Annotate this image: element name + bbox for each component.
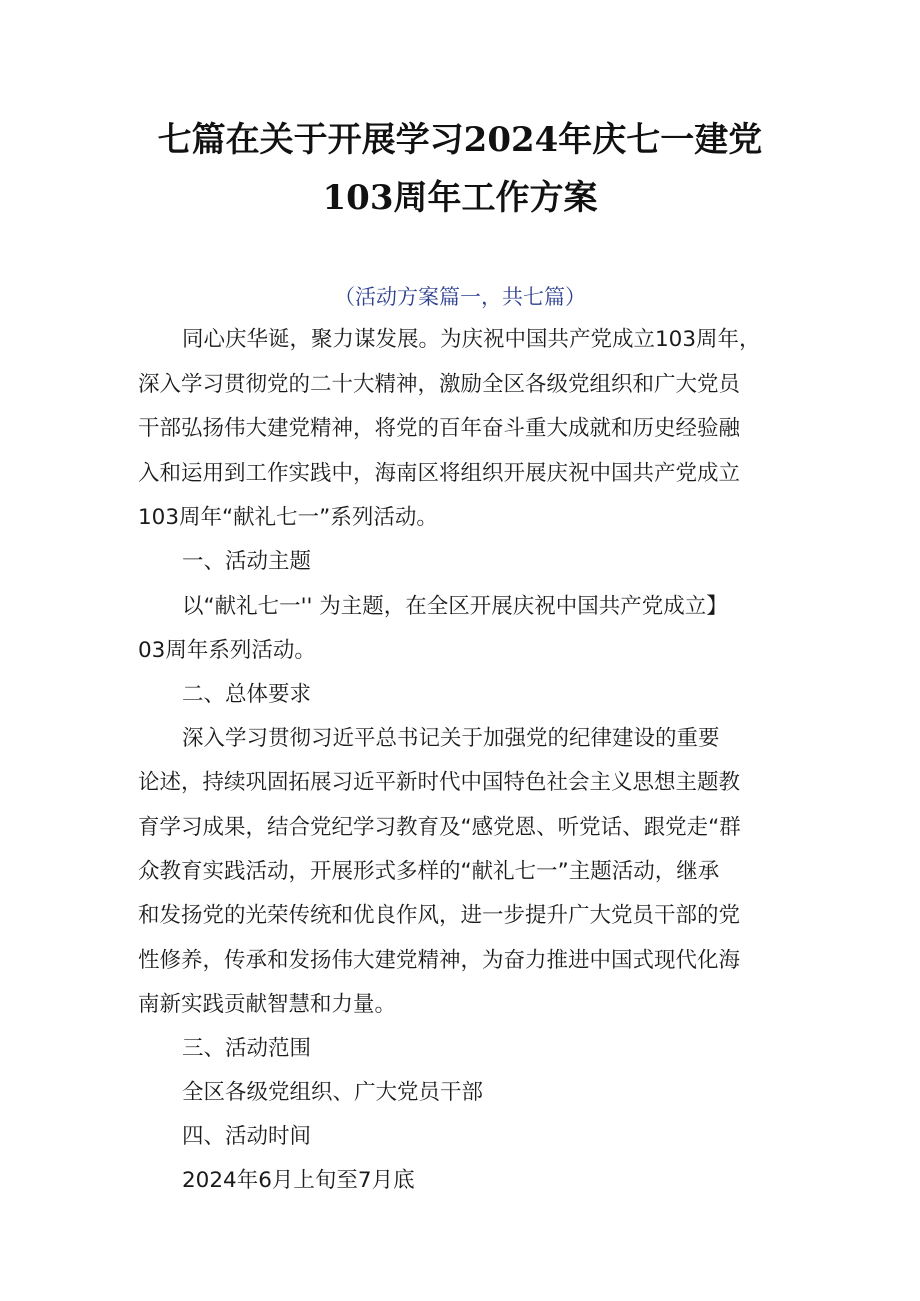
paragraph-line: 深入学习贯彻习近平总书记关于加强党的纪律建设的重要 (182, 726, 720, 751)
paragraph-line: 干部弘扬伟大建党精神，将党的百年奋斗重大成就和历史经验融 (138, 416, 741, 441)
paragraph-line: 入和运用到工作实践中，海南区将组织开展庆祝中国共产党成立 (138, 461, 741, 486)
section-heading: 一、活动主题 (182, 549, 312, 574)
document-title-line-2: 103周年工作方案 (322, 178, 598, 218)
paragraph-line: 论述，持续巩固拓展习近平新时代中国特色社会主义思想主题教 (138, 770, 741, 795)
document-subtitle: （活动方案篇一，共七篇） (334, 285, 586, 309)
paragraph-line: 以“献礼七一'' 为主题，在全区开展庆祝中国共产党成立】 (182, 594, 728, 619)
paragraph-line: 03周年系列活动。 (138, 638, 316, 663)
paragraph-line: 众教育实践活动，开展形式多样的“献礼七一”主题活动，继承 (138, 859, 720, 884)
paragraph-line: 南新实践贡献智慧和力量。 (138, 992, 397, 1017)
paragraph-line: 深入学习贯彻党的二十大精神，激励全区各级党组织和广大党员 (138, 372, 741, 397)
paragraph-line: 性修养，传承和发扬伟大建党精神，为奋力推进中国式现代化海 (138, 948, 741, 973)
section-heading: 二、总体要求 (182, 682, 312, 707)
paragraph-line: 育学习成果，结合党纪学习教育及“感党恩、听党话、跟党走“群 (138, 815, 741, 840)
paragraph-line: 同心庆华诞，聚力谋发展。为庆祝中国共产党成立103周年， (182, 327, 761, 352)
section-heading: 四、活动时间 (182, 1124, 312, 1149)
document-title-line-1: 七篇在关于开展学习2024年庆七一建党 (157, 120, 763, 160)
paragraph-line: 和发扬党的光荣传统和优良作风，进一步提升广大党员干部的党 (138, 903, 741, 928)
section-heading: 三、活动范围 (182, 1036, 312, 1061)
paragraph-line: 全区各级党组织、广大党员干部 (182, 1080, 484, 1105)
paragraph-line: 103周年“献礼七一”系列活动。 (138, 505, 438, 530)
paragraph-line: 2024年6月上旬至7月底 (182, 1168, 415, 1193)
